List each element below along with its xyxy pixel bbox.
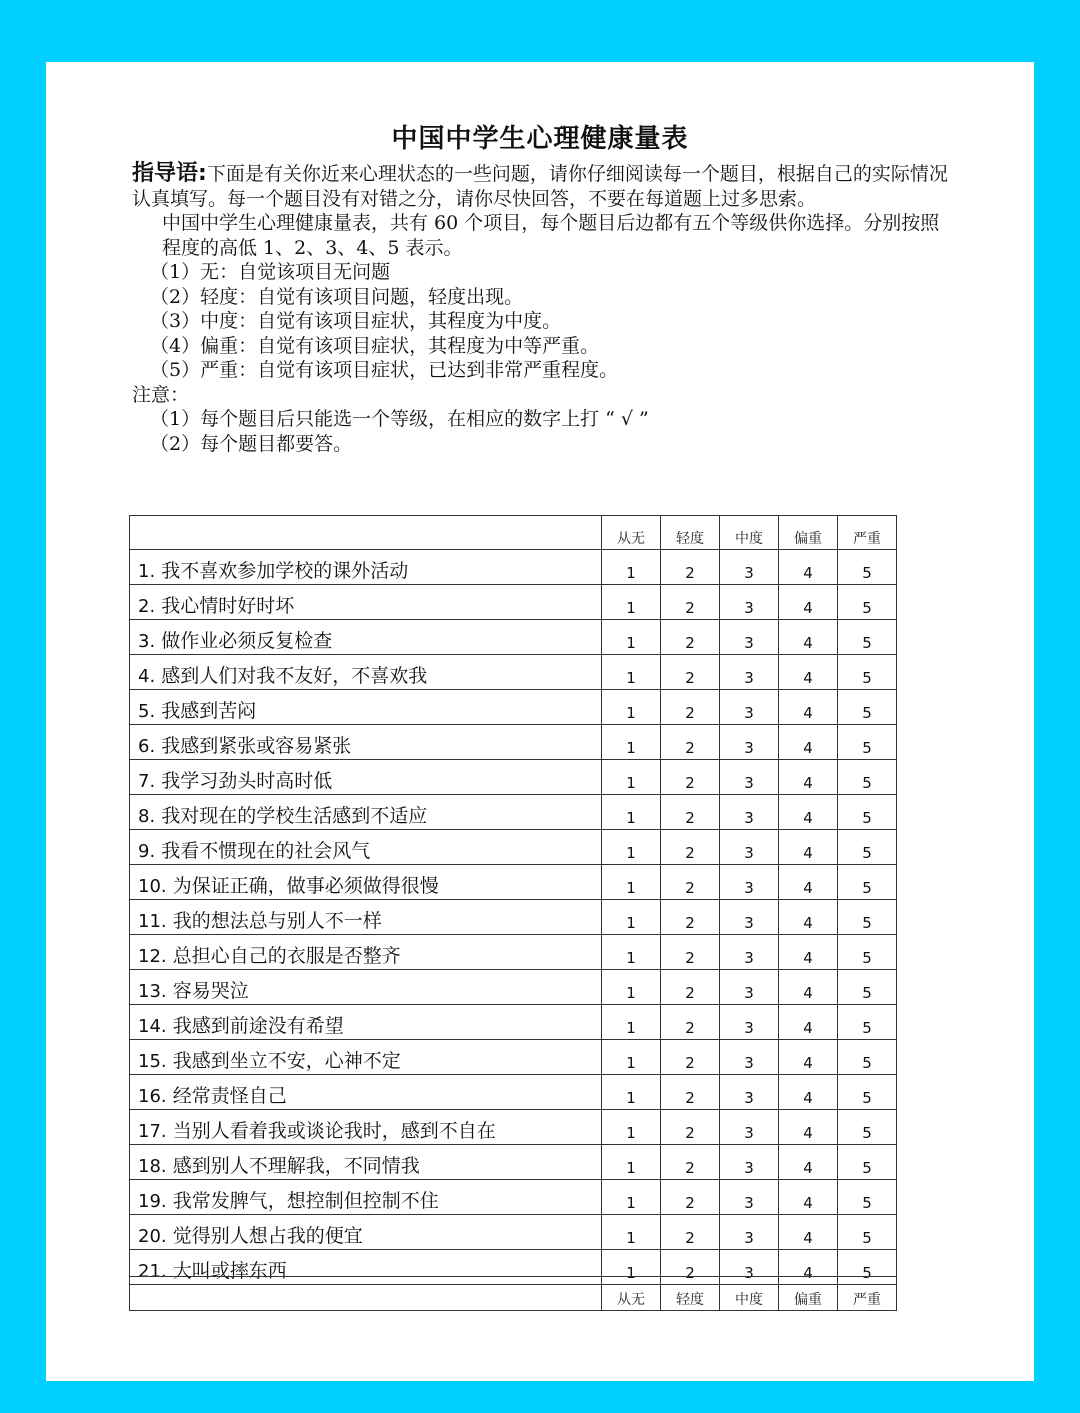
header-mild: 轻度 xyxy=(661,1277,720,1311)
header-severe-ish: 偏重 xyxy=(779,516,838,550)
score-option-2[interactable]: 2 xyxy=(661,830,720,865)
header-severe: 严重 xyxy=(838,1277,897,1311)
question-number: 10. xyxy=(138,876,167,897)
score-option-2[interactable]: 2 xyxy=(661,1250,720,1285)
score-option-4[interactable]: 4 xyxy=(779,1145,838,1180)
score-option-5[interactable]: 5 xyxy=(838,1180,897,1215)
score-option-3[interactable]: 3 xyxy=(720,1110,779,1145)
score-option-2[interactable]: 2 xyxy=(661,1005,720,1040)
level-5: （5）严重：自觉有该项目症状，已达到非常严重程度。 xyxy=(150,359,619,381)
question-cell xyxy=(130,865,602,900)
question-cell xyxy=(130,1005,602,1040)
table-row xyxy=(130,1075,897,1110)
score-option-1[interactable]: 1 xyxy=(602,795,661,830)
score-option-3[interactable]: 3 xyxy=(720,760,779,795)
questionnaire-table-next-page xyxy=(129,1276,897,1311)
note-2: （2）每个题目都要答。 xyxy=(150,432,353,455)
score-option-2[interactable]: 2 xyxy=(661,725,720,760)
score-option-4[interactable]: 4 xyxy=(779,550,838,585)
question-text: 做作业必须反复检查 xyxy=(161,630,333,652)
question-text: 经常责怪自己 xyxy=(172,1085,287,1107)
score-option-3[interactable]: 3 xyxy=(720,1040,779,1075)
score-option-5[interactable]: 5 xyxy=(838,585,897,620)
score-option-5[interactable]: 5 xyxy=(838,550,897,585)
question-text: 容易哭泣 xyxy=(172,980,249,1002)
header-mild: 轻度 xyxy=(661,516,720,550)
question-text: 大叫或摔东西 xyxy=(172,1260,287,1282)
score-option-3[interactable]: 3 xyxy=(720,1005,779,1040)
score-option-4[interactable]: 4 xyxy=(779,1005,838,1040)
header-never: 从无 xyxy=(602,1277,661,1311)
score-option-1[interactable]: 1 xyxy=(602,725,661,760)
question-number: 13. xyxy=(138,981,167,1002)
question-text: 我的想法总与别人不一样 xyxy=(172,910,382,932)
score-option-5[interactable]: 5 xyxy=(838,1145,897,1180)
question-text: 总担心自己的衣服是否整齐 xyxy=(172,945,401,967)
score-option-2[interactable]: 2 xyxy=(661,1110,720,1145)
question-number: 2. xyxy=(138,596,156,617)
scale-description: 中国中学生心理健康量表，共有 60 个项目，每个题目后边都有五个等级供你选择。分别按照程度的高低 1、2、3、4、5 表示。 xyxy=(162,212,940,259)
page-title: 中国中学生心理健康量表 xyxy=(391,124,689,154)
header-severe-ish: 偏重 xyxy=(779,1277,838,1311)
question-number: 5. xyxy=(138,701,156,722)
note-title: 注意： xyxy=(132,383,190,406)
score-option-4[interactable]: 4 xyxy=(779,1250,838,1285)
question-cell xyxy=(130,935,602,970)
score-option-4[interactable]: 4 xyxy=(779,1180,838,1215)
question-cell xyxy=(130,1075,602,1110)
table-row xyxy=(130,830,897,865)
level-3: （3）中度：自觉有该项目症状，其程度为中度。 xyxy=(150,310,562,332)
score-option-2[interactable]: 2 xyxy=(661,900,720,935)
score-option-4[interactable]: 4 xyxy=(779,1040,838,1075)
score-option-2[interactable]: 2 xyxy=(661,1215,720,1250)
question-cell xyxy=(130,1145,602,1180)
score-option-3[interactable]: 3 xyxy=(720,655,779,690)
score-option-3[interactable]: 3 xyxy=(720,1215,779,1250)
question-number: 14. xyxy=(138,1016,167,1037)
score-option-2[interactable]: 2 xyxy=(661,550,720,585)
score-option-3[interactable]: 3 xyxy=(720,935,779,970)
question-text: 我心情时好时坏 xyxy=(161,595,295,617)
question-text: 我感到紧张或容易紧张 xyxy=(161,735,352,757)
score-option-5[interactable]: 5 xyxy=(838,760,897,795)
table-header-row xyxy=(130,516,897,550)
score-option-4[interactable]: 4 xyxy=(779,690,838,725)
question-cell xyxy=(130,690,602,725)
score-option-5[interactable]: 5 xyxy=(838,795,897,830)
note-1: （1）每个题目后只能选一个等级，在相应的数字上打 “ √ ” xyxy=(150,408,649,430)
score-option-3[interactable]: 3 xyxy=(720,550,779,585)
level-1: （1）无：自觉该项目无问题 xyxy=(150,261,391,283)
guidance-lead xyxy=(132,161,207,186)
score-option-3[interactable]: 3 xyxy=(720,690,779,725)
table-row xyxy=(130,725,897,760)
score-option-1[interactable]: 1 xyxy=(602,1250,661,1285)
question-number: 21. xyxy=(138,1261,167,1282)
score-option-2[interactable]: 2 xyxy=(661,1040,720,1075)
question-cell xyxy=(130,1040,602,1075)
score-option-1[interactable]: 1 xyxy=(602,1110,661,1145)
score-option-5[interactable]: 5 xyxy=(838,900,897,935)
score-option-2[interactable]: 2 xyxy=(661,690,720,725)
question-cell xyxy=(130,585,602,620)
score-option-1[interactable]: 1 xyxy=(602,1215,661,1250)
score-option-2[interactable]: 2 xyxy=(661,1180,720,1215)
score-option-2[interactable]: 2 xyxy=(661,970,720,1005)
table-row xyxy=(130,585,897,620)
score-option-5[interactable]: 5 xyxy=(838,865,897,900)
score-option-3[interactable]: 3 xyxy=(720,830,779,865)
score-option-3[interactable]: 3 xyxy=(720,970,779,1005)
score-option-5[interactable]: 5 xyxy=(838,830,897,865)
question-number: 12. xyxy=(138,946,167,967)
question-text: 我看不惯现在的社会风气 xyxy=(161,840,371,862)
level-4: （4）偏重：自觉有该项目症状，其程度为中等严重。 xyxy=(150,334,600,357)
score-option-1[interactable]: 1 xyxy=(602,550,661,585)
question-number: 19. xyxy=(138,1191,167,1212)
score-option-4[interactable]: 4 xyxy=(779,1075,838,1110)
question-text: 我不喜欢参加学校的课外活动 xyxy=(161,560,409,582)
score-option-2[interactable]: 2 xyxy=(661,760,720,795)
question-text: 为保证正确，做事必须做得很慢 xyxy=(172,875,439,897)
score-option-1[interactable]: 1 xyxy=(602,690,661,725)
score-option-1[interactable]: 1 xyxy=(602,1180,661,1215)
score-option-2[interactable]: 2 xyxy=(661,620,720,655)
score-option-1[interactable]: 1 xyxy=(602,900,661,935)
table-row xyxy=(130,760,897,795)
score-option-3[interactable]: 3 xyxy=(720,865,779,900)
score-option-3[interactable]: 3 xyxy=(720,900,779,935)
score-option-5[interactable]: 5 xyxy=(838,1250,897,1285)
question-cell xyxy=(130,1110,602,1145)
table-row xyxy=(130,935,897,970)
question-cell xyxy=(130,795,602,830)
level-2: （2）轻度：自觉有该项目问题，轻度出现。 xyxy=(150,285,524,308)
table-row xyxy=(130,1215,897,1250)
table-row xyxy=(130,1145,897,1180)
question-text: 觉得别人想占我的便宜 xyxy=(172,1225,363,1247)
score-option-3[interactable]: 3 xyxy=(720,1145,779,1180)
score-option-5[interactable]: 5 xyxy=(838,935,897,970)
score-option-2[interactable]: 2 xyxy=(661,1075,720,1110)
score-option-4[interactable]: 4 xyxy=(779,830,838,865)
question-cell xyxy=(130,1180,602,1215)
question-cell xyxy=(130,1215,602,1250)
table-row xyxy=(130,900,897,935)
score-option-4[interactable]: 4 xyxy=(779,585,838,620)
question-text: 我感到坐立不安，心神不定 xyxy=(172,1050,401,1072)
score-option-4[interactable]: 4 xyxy=(779,655,838,690)
score-option-3[interactable]: 3 xyxy=(720,1180,779,1215)
score-option-1[interactable]: 1 xyxy=(602,760,661,795)
score-option-2[interactable]: 2 xyxy=(661,935,720,970)
score-option-5[interactable]: 5 xyxy=(838,1075,897,1110)
score-option-2[interactable]: 2 xyxy=(661,1145,720,1180)
score-option-1[interactable]: 1 xyxy=(602,830,661,865)
table-row xyxy=(130,795,897,830)
question-text: 我对现在的学校生活感到不适应 xyxy=(161,805,428,827)
guidance-text: 下面是有关你近来心理状态的一些问题，请你仔细阅读每一个题目，根据自己的实际情况认真填写。每一个题目没有对错之分，请你尽快回答，不要在每道题上过多思索。 xyxy=(132,163,948,210)
table-row xyxy=(130,550,897,585)
table-row xyxy=(130,655,897,690)
question-number: 18. xyxy=(138,1156,167,1177)
score-option-4[interactable]: 4 xyxy=(779,760,838,795)
score-option-4[interactable]: 4 xyxy=(779,935,838,970)
header-severe: 严重 xyxy=(838,516,897,550)
header-item-blank xyxy=(130,1277,602,1311)
header-never: 从无 xyxy=(602,516,661,550)
question-cell xyxy=(130,725,602,760)
guidance-lead-text: 指导语 xyxy=(132,161,199,186)
score-option-3[interactable]: 3 xyxy=(720,1075,779,1110)
question-cell xyxy=(130,620,602,655)
question-cell xyxy=(130,760,602,795)
score-option-4[interactable]: 4 xyxy=(779,1110,838,1145)
question-number: 4. xyxy=(138,666,156,687)
table-header-row xyxy=(130,1277,897,1311)
question-text: 我感到前途没有希望 xyxy=(172,1015,344,1037)
guidance-paragraph xyxy=(132,162,952,211)
score-option-5[interactable]: 5 xyxy=(838,690,897,725)
score-option-3[interactable]: 3 xyxy=(720,585,779,620)
score-option-1[interactable]: 1 xyxy=(602,620,661,655)
score-option-2[interactable]: 2 xyxy=(661,865,720,900)
question-number: 7. xyxy=(138,771,156,792)
question-number: 15. xyxy=(138,1051,167,1072)
table-row xyxy=(130,690,897,725)
score-option-2[interactable]: 2 xyxy=(661,655,720,690)
score-option-5[interactable]: 5 xyxy=(838,1110,897,1145)
question-number: 3. xyxy=(138,631,156,652)
header-moderate: 中度 xyxy=(720,516,779,550)
score-option-5[interactable]: 5 xyxy=(838,725,897,760)
score-option-5[interactable]: 5 xyxy=(838,620,897,655)
score-option-1[interactable]: 1 xyxy=(602,1075,661,1110)
score-option-1[interactable]: 1 xyxy=(602,585,661,620)
question-number: 9. xyxy=(138,841,156,862)
table-row xyxy=(130,970,897,1005)
score-option-4[interactable]: 4 xyxy=(779,1215,838,1250)
question-number: 8. xyxy=(138,806,156,827)
score-option-1[interactable]: 1 xyxy=(602,865,661,900)
question-number: 6. xyxy=(138,736,156,757)
question-text: 我常发脾气，想控制但控制不住 xyxy=(172,1190,439,1212)
score-option-5[interactable]: 5 xyxy=(838,1215,897,1250)
score-option-2[interactable]: 2 xyxy=(661,585,720,620)
score-option-4[interactable]: 4 xyxy=(779,620,838,655)
score-option-5[interactable]: 5 xyxy=(838,655,897,690)
score-option-5[interactable]: 5 xyxy=(838,1005,897,1040)
question-cell xyxy=(130,830,602,865)
question-number: 17. xyxy=(138,1121,167,1142)
score-option-3[interactable]: 3 xyxy=(720,1250,779,1285)
score-option-5[interactable]: 5 xyxy=(838,1040,897,1075)
score-option-5[interactable]: 5 xyxy=(838,970,897,1005)
score-option-4[interactable]: 4 xyxy=(779,725,838,760)
table-row xyxy=(130,1005,897,1040)
score-option-4[interactable]: 4 xyxy=(779,865,838,900)
table-row xyxy=(130,620,897,655)
header-moderate: 中度 xyxy=(720,1277,779,1311)
questionnaire-table xyxy=(129,515,897,1285)
score-option-4[interactable]: 4 xyxy=(779,970,838,1005)
guidance-lead-colon: : xyxy=(198,161,207,186)
score-option-1[interactable]: 1 xyxy=(602,1040,661,1075)
score-option-1[interactable]: 1 xyxy=(602,935,661,970)
instructions xyxy=(132,162,952,456)
score-option-3[interactable]: 3 xyxy=(720,725,779,760)
table-row xyxy=(130,1180,897,1215)
score-option-1[interactable]: 1 xyxy=(602,1005,661,1040)
score-option-3[interactable]: 3 xyxy=(720,795,779,830)
question-cell xyxy=(130,550,602,585)
score-option-1[interactable]: 1 xyxy=(602,1145,661,1180)
question-text: 我学习劲头时高时低 xyxy=(161,770,333,792)
question-number: 16. xyxy=(138,1086,167,1107)
question-number: 1. xyxy=(138,561,156,582)
score-option-4[interactable]: 4 xyxy=(779,795,838,830)
question-cell xyxy=(130,655,602,690)
table-row xyxy=(130,1110,897,1145)
table-row xyxy=(130,865,897,900)
score-option-2[interactable]: 2 xyxy=(661,795,720,830)
question-text: 感到别人不理解我，不同情我 xyxy=(172,1155,420,1177)
question-cell xyxy=(130,900,602,935)
score-option-1[interactable]: 1 xyxy=(602,655,661,690)
question-cell xyxy=(130,970,602,1005)
score-option-4[interactable]: 4 xyxy=(779,900,838,935)
score-option-3[interactable]: 3 xyxy=(720,620,779,655)
question-text: 我感到苦闷 xyxy=(161,700,257,722)
table-row xyxy=(130,1040,897,1075)
question-number: 20. xyxy=(138,1226,167,1247)
header-item-blank xyxy=(130,516,602,550)
question-text: 当别人看着我或谈论我时，感到不自在 xyxy=(172,1120,496,1142)
question-text: 感到人们对我不友好，不喜欢我 xyxy=(161,665,428,687)
score-option-1[interactable]: 1 xyxy=(602,970,661,1005)
question-number: 11. xyxy=(138,911,167,932)
